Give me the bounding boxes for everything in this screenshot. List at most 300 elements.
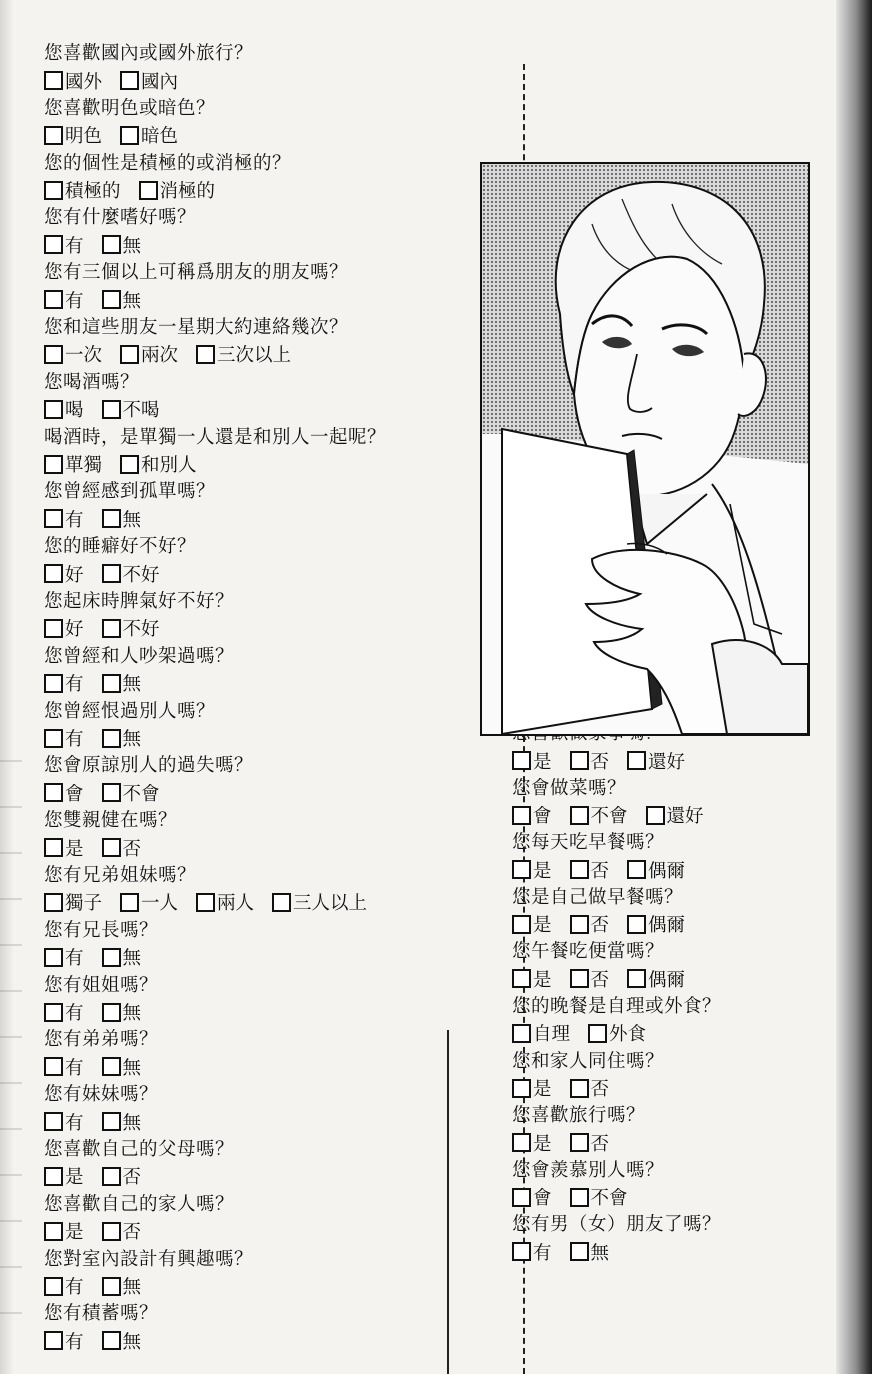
- answer-option[interactable]: [44, 506, 84, 532]
- answer-options: [44, 451, 386, 478]
- option-label: 一次: [65, 345, 103, 367]
- answer-options: [44, 999, 386, 1026]
- checkbox[interactable]: [102, 564, 121, 583]
- answer-option[interactable]: [196, 889, 254, 915]
- option-label: 國外: [65, 71, 103, 93]
- option-label: 無: [122, 1003, 142, 1025]
- checkbox[interactable]: [102, 619, 121, 638]
- answer-option[interactable]: [44, 780, 84, 806]
- answer-options: [512, 911, 722, 938]
- answer-option[interactable]: [44, 232, 84, 258]
- answer-options: [44, 505, 386, 532]
- answer-option[interactable]: [588, 1020, 646, 1046]
- checkbox[interactable]: [44, 1112, 63, 1131]
- question-text: 您喜歡國內或國外旅行？: [44, 43, 254, 64]
- answer-option[interactable]: [102, 1054, 142, 1080]
- checkbox[interactable]: [102, 1331, 121, 1350]
- answer-option[interactable]: [44, 1054, 84, 1080]
- checkbox[interactable]: [570, 1188, 589, 1207]
- panel-divider-lower: [447, 1030, 449, 1374]
- checkbox[interactable]: [120, 126, 139, 145]
- question-text: 您有妹妹嗎？: [44, 1084, 159, 1106]
- answer-options: [44, 670, 386, 697]
- question-block: [44, 204, 386, 259]
- option-label: 不喝: [122, 400, 160, 422]
- checkbox[interactable]: [44, 783, 63, 802]
- question-text: 喝酒時，是單獨一人還是和別人一起呢？: [44, 426, 387, 448]
- answer-options: [44, 177, 386, 204]
- option-label: 有: [65, 1057, 84, 1079]
- question-block: [44, 1300, 386, 1355]
- answer-option[interactable]: [512, 857, 552, 883]
- checkbox[interactable]: [102, 400, 121, 419]
- question-text: 您的晚餐是自理或外食？: [512, 995, 722, 1017]
- option-label: 是: [533, 1133, 552, 1155]
- answer-option[interactable]: [512, 1239, 552, 1265]
- option-label: 有: [65, 1112, 84, 1134]
- answer-option[interactable]: [44, 1328, 84, 1354]
- answer-options: [512, 1129, 722, 1156]
- option-label: 無: [122, 1057, 142, 1079]
- checkbox[interactable]: [627, 751, 646, 770]
- answer-option[interactable]: [570, 857, 610, 883]
- questionnaire-left-column: [44, 40, 386, 1355]
- page-edge-right: [836, 0, 872, 1374]
- answer-option[interactable]: [102, 1163, 142, 1189]
- answer-options: [44, 889, 386, 916]
- answer-option[interactable]: [44, 1218, 84, 1244]
- question-text: 您喜歡自己的父母嗎？: [44, 1138, 235, 1160]
- checkbox[interactable]: [102, 674, 121, 693]
- question-text: 您有姐姐嗎？: [44, 974, 159, 996]
- option-label: 無: [122, 674, 142, 696]
- answer-option[interactable]: [120, 451, 197, 477]
- option-label: 會: [533, 806, 552, 828]
- answer-option[interactable]: [44, 670, 84, 696]
- option-label: 有: [65, 1331, 84, 1353]
- option-label: 是: [65, 1222, 84, 1244]
- checkbox[interactable]: [44, 1277, 63, 1296]
- option-label: 還好: [648, 751, 686, 773]
- option-label: 有: [65, 1003, 84, 1025]
- answer-option[interactable]: [44, 944, 84, 970]
- question-block: [512, 775, 722, 830]
- checkbox[interactable]: [102, 1003, 121, 1022]
- checkbox[interactable]: [44, 1003, 63, 1022]
- checkbox[interactable]: [44, 400, 63, 419]
- option-label: 否: [590, 969, 610, 991]
- checkbox[interactable]: [102, 290, 121, 309]
- checkbox[interactable]: [102, 1277, 121, 1296]
- option-label: 無: [122, 235, 142, 257]
- checkbox[interactable]: [44, 1331, 63, 1350]
- question-text: 您會原諒別人的過失嗎？: [44, 755, 254, 777]
- answer-option[interactable]: [627, 857, 685, 883]
- option-label: 是: [65, 1167, 84, 1189]
- answer-options: [44, 725, 386, 752]
- option-label: 一人: [141, 893, 179, 915]
- question-block: [44, 95, 386, 150]
- option-label: 否: [590, 1133, 610, 1155]
- answer-option[interactable]: [102, 232, 142, 258]
- question-block: [44, 862, 386, 917]
- question-block: [512, 1048, 722, 1103]
- answer-options: [44, 1218, 386, 1245]
- question-text: 您和家人同住嗎？: [512, 1050, 665, 1072]
- option-label: 否: [590, 860, 610, 882]
- answer-option[interactable]: [120, 341, 178, 367]
- option-label: 無: [122, 948, 142, 970]
- option-label: 偶爾: [648, 915, 686, 937]
- answer-options: [44, 834, 386, 861]
- checkbox[interactable]: [120, 345, 139, 364]
- checkbox[interactable]: [44, 674, 63, 693]
- option-label: 國內: [141, 71, 179, 93]
- option-label: 偶爾: [648, 969, 686, 991]
- checkbox[interactable]: [44, 619, 63, 638]
- checkbox[interactable]: [44, 126, 63, 145]
- answer-options: [44, 122, 386, 149]
- answer-option[interactable]: [102, 780, 160, 806]
- questionnaire-right-column: [512, 720, 722, 1266]
- checkbox[interactable]: [139, 181, 158, 200]
- question-text: 您是自己做早餐嗎？: [512, 886, 684, 908]
- checkbox[interactable]: [44, 509, 63, 528]
- answer-options: [44, 231, 386, 258]
- answer-option[interactable]: [44, 835, 84, 861]
- answer-options: [44, 1273, 386, 1300]
- answer-option[interactable]: [570, 1239, 610, 1265]
- checkbox[interactable]: [196, 345, 215, 364]
- question-block: [512, 1102, 722, 1157]
- checkbox[interactable]: [44, 893, 63, 912]
- answer-option[interactable]: [44, 341, 102, 367]
- option-label: 明色: [65, 126, 103, 148]
- checkbox[interactable]: [44, 345, 63, 364]
- checkbox[interactable]: [627, 860, 646, 879]
- question-block: [512, 1157, 722, 1212]
- question-block: [44, 478, 386, 533]
- question-text: 您喜歡明色或暗色？: [44, 97, 216, 119]
- answer-option[interactable]: [120, 122, 178, 148]
- option-label: 是: [533, 1079, 552, 1101]
- option-label: 積極的: [65, 181, 121, 203]
- question-block: [44, 917, 386, 972]
- answer-option[interactable]: [570, 1075, 610, 1101]
- answer-option[interactable]: [512, 966, 552, 992]
- answer-options: [512, 1184, 722, 1211]
- checkbox[interactable]: [512, 1079, 531, 1098]
- question-block: [44, 1246, 386, 1301]
- option-label: 不好: [122, 564, 160, 586]
- checkbox[interactable]: [44, 235, 63, 254]
- answer-option[interactable]: [570, 1184, 628, 1210]
- checkbox[interactable]: [44, 838, 63, 857]
- checkbox[interactable]: [570, 1242, 589, 1261]
- answer-option[interactable]: [102, 1109, 142, 1135]
- question-text: 您有兄弟姐妹嗎？: [44, 864, 197, 886]
- option-label: 是: [533, 751, 552, 773]
- option-label: 不會: [590, 1188, 628, 1210]
- question-block: [44, 1136, 386, 1191]
- checkbox[interactable]: [570, 1133, 589, 1152]
- answer-option[interactable]: [102, 506, 142, 532]
- question-text: 您有三個以上可稱爲朋友的朋友嗎？: [44, 262, 349, 284]
- answer-options: [44, 67, 386, 94]
- checkbox[interactable]: [120, 71, 139, 90]
- answer-option[interactable]: [44, 725, 84, 751]
- option-label: 三人以上: [293, 893, 368, 915]
- answer-option[interactable]: [570, 748, 610, 774]
- answer-option[interactable]: [102, 615, 160, 641]
- question-text: 您起床時脾氣好不好？: [44, 590, 235, 612]
- option-label: 否: [590, 751, 610, 773]
- checkbox[interactable]: [102, 1057, 121, 1076]
- option-label: 無: [122, 509, 142, 531]
- checkbox[interactable]: [646, 806, 665, 825]
- question-block: [44, 588, 386, 643]
- answer-options: [512, 965, 722, 992]
- question-block: [44, 1081, 386, 1136]
- answer-option[interactable]: [44, 396, 84, 422]
- answer-option[interactable]: [44, 615, 84, 641]
- checkbox[interactable]: [570, 860, 589, 879]
- option-label: 好: [65, 619, 84, 641]
- option-label: 有: [65, 1277, 84, 1299]
- checkbox[interactable]: [570, 751, 589, 770]
- answer-option[interactable]: [44, 287, 84, 313]
- question-block: [44, 259, 386, 314]
- answer-option[interactable]: [646, 802, 704, 828]
- option-label: 暗色: [141, 126, 179, 148]
- question-text: 您會羨慕別人嗎？: [512, 1159, 665, 1181]
- question-text: 您的睡癖好不好？: [44, 536, 197, 558]
- checkbox[interactable]: [44, 71, 63, 90]
- option-label: 單獨: [65, 455, 103, 477]
- question-text: 您有弟弟嗎？: [44, 1029, 159, 1051]
- checkbox[interactable]: [512, 1242, 531, 1261]
- question-block: [44, 698, 386, 753]
- answer-option[interactable]: [102, 999, 142, 1025]
- answer-option[interactable]: [196, 341, 291, 367]
- option-label: 是: [533, 860, 552, 882]
- checkbox[interactable]: [196, 893, 215, 912]
- question-block: [44, 643, 386, 698]
- checkbox[interactable]: [44, 1222, 63, 1241]
- question-block: [44, 972, 386, 1027]
- option-label: 無: [122, 1277, 142, 1299]
- option-label: 三次以上: [217, 345, 292, 367]
- answer-options: [512, 802, 722, 829]
- answer-option[interactable]: [44, 889, 102, 915]
- option-label: 是: [533, 915, 552, 937]
- option-label: 不會: [122, 783, 160, 805]
- answer-options: [44, 341, 386, 368]
- checkbox[interactable]: [512, 860, 531, 879]
- option-label: 還好: [666, 806, 704, 828]
- answer-option[interactable]: [44, 1109, 84, 1135]
- answer-option[interactable]: [512, 1020, 570, 1046]
- checkbox[interactable]: [588, 1024, 607, 1043]
- answer-option[interactable]: [120, 889, 178, 915]
- checkbox[interactable]: [44, 729, 63, 748]
- answer-option[interactable]: [139, 177, 216, 203]
- checkbox[interactable]: [102, 948, 121, 967]
- option-label: 否: [122, 838, 142, 860]
- checkbox[interactable]: [570, 1079, 589, 1098]
- question-text: 您午餐吃便當嗎？: [512, 941, 665, 963]
- answer-option[interactable]: [102, 287, 142, 313]
- checkbox[interactable]: [512, 751, 531, 770]
- checkbox[interactable]: [44, 564, 63, 583]
- option-label: 獨子: [65, 893, 103, 915]
- answer-option[interactable]: [570, 802, 628, 828]
- answer-options: [512, 1075, 722, 1102]
- option-label: 不好: [122, 619, 160, 641]
- question-block: [512, 884, 722, 939]
- answer-options: [44, 1053, 386, 1080]
- answer-options: [44, 560, 386, 587]
- option-label: 有: [65, 509, 84, 531]
- checkbox[interactable]: [570, 969, 589, 988]
- question-text: 您和這些朋友一星期大約連絡幾次？: [44, 316, 349, 338]
- option-label: 偶爾: [648, 860, 686, 882]
- question-block: [512, 1211, 722, 1266]
- checkbox[interactable]: [272, 893, 291, 912]
- answer-option[interactable]: [512, 1075, 552, 1101]
- option-label: 有: [65, 948, 84, 970]
- answer-option[interactable]: [627, 748, 685, 774]
- checkbox[interactable]: [627, 915, 646, 934]
- option-label: 有: [533, 1242, 552, 1264]
- answer-option[interactable]: [102, 561, 160, 587]
- question-block: [44, 1191, 386, 1246]
- checkbox[interactable]: [102, 509, 121, 528]
- question-block: [44, 424, 386, 479]
- checkbox[interactable]: [44, 290, 63, 309]
- answer-option[interactable]: [512, 1184, 552, 1210]
- checkbox[interactable]: [102, 783, 121, 802]
- option-label: 否: [590, 915, 610, 937]
- question-text: 您喜歡旅行嗎？: [512, 1105, 646, 1127]
- answer-option[interactable]: [102, 396, 160, 422]
- option-label: 會: [533, 1188, 552, 1210]
- checkbox[interactable]: [570, 806, 589, 825]
- option-label: 否: [122, 1167, 142, 1189]
- option-label: 是: [65, 838, 84, 860]
- question-block: [44, 752, 386, 807]
- option-label: 和別人: [141, 455, 197, 477]
- answer-option[interactable]: [102, 944, 142, 970]
- answer-option[interactable]: [627, 966, 685, 992]
- answer-option[interactable]: [44, 122, 102, 148]
- answer-option[interactable]: [512, 802, 552, 828]
- checkbox[interactable]: [102, 235, 121, 254]
- question-text: 您曾經恨過別人嗎？: [44, 700, 216, 722]
- answer-option[interactable]: [102, 1218, 142, 1244]
- question-block: [512, 829, 722, 884]
- answer-option[interactable]: [570, 1130, 610, 1156]
- answer-options: [44, 944, 386, 971]
- answer-options: [512, 1238, 722, 1265]
- answer-option[interactable]: [44, 1163, 84, 1189]
- answer-options: [44, 1327, 386, 1354]
- answer-options: [44, 779, 386, 806]
- checkbox[interactable]: [44, 1167, 63, 1186]
- answer-option[interactable]: [102, 1328, 142, 1354]
- checkbox[interactable]: [44, 948, 63, 967]
- option-label: 無: [122, 1331, 142, 1353]
- answer-option[interactable]: [272, 889, 367, 915]
- answer-option[interactable]: [102, 1273, 142, 1299]
- option-label: 有: [65, 674, 84, 696]
- checkbox[interactable]: [512, 915, 531, 934]
- checkbox[interactable]: [512, 969, 531, 988]
- answer-option[interactable]: [512, 1130, 552, 1156]
- answer-options: [44, 1163, 386, 1190]
- answer-option[interactable]: [44, 1273, 84, 1299]
- checkbox[interactable]: [512, 806, 531, 825]
- answer-option[interactable]: [102, 835, 142, 861]
- option-label: 無: [122, 729, 142, 751]
- answer-option[interactable]: [102, 725, 142, 751]
- option-label: 否: [122, 1222, 142, 1244]
- checkbox[interactable]: [627, 969, 646, 988]
- checkbox[interactable]: [102, 729, 121, 748]
- question-text: 您喝酒嗎？: [44, 371, 140, 393]
- answer-option[interactable]: [570, 911, 610, 937]
- checkbox[interactable]: [120, 893, 139, 912]
- checkbox[interactable]: [102, 1112, 121, 1131]
- checkbox[interactable]: [102, 1222, 121, 1241]
- answer-options: [44, 1108, 386, 1135]
- answer-option[interactable]: [44, 561, 84, 587]
- option-label: 兩人: [217, 893, 255, 915]
- answer-option[interactable]: [44, 451, 102, 477]
- checkbox[interactable]: [570, 915, 589, 934]
- checkbox[interactable]: [102, 1167, 121, 1186]
- question-block: [44, 150, 386, 205]
- checkbox[interactable]: [512, 1188, 531, 1207]
- checkbox[interactable]: [512, 1133, 531, 1152]
- question-block: [44, 369, 386, 424]
- question-block: [512, 938, 722, 993]
- checkbox[interactable]: [44, 455, 63, 474]
- answer-option[interactable]: [102, 670, 142, 696]
- answer-option[interactable]: [512, 911, 552, 937]
- checkbox[interactable]: [44, 181, 63, 200]
- option-label: 無: [122, 290, 142, 312]
- answer-option[interactable]: [627, 911, 685, 937]
- answer-options: [512, 856, 722, 883]
- question-block: [512, 993, 722, 1048]
- checkbox[interactable]: [512, 1024, 531, 1043]
- answer-option[interactable]: [120, 68, 178, 94]
- option-label: 會: [65, 783, 84, 805]
- question-text: 您有什麼嗜好嗎？: [44, 207, 197, 229]
- answer-option[interactable]: [44, 999, 84, 1025]
- answer-option[interactable]: [512, 748, 552, 774]
- answer-option[interactable]: [44, 177, 121, 203]
- answer-option[interactable]: [570, 966, 610, 992]
- answer-option[interactable]: [44, 68, 102, 94]
- option-label: 兩次: [141, 345, 179, 367]
- option-label: 好: [65, 564, 84, 586]
- checkbox[interactable]: [120, 455, 139, 474]
- checkbox[interactable]: [44, 1057, 63, 1076]
- option-label: 無: [590, 1242, 610, 1264]
- checkbox[interactable]: [102, 838, 121, 857]
